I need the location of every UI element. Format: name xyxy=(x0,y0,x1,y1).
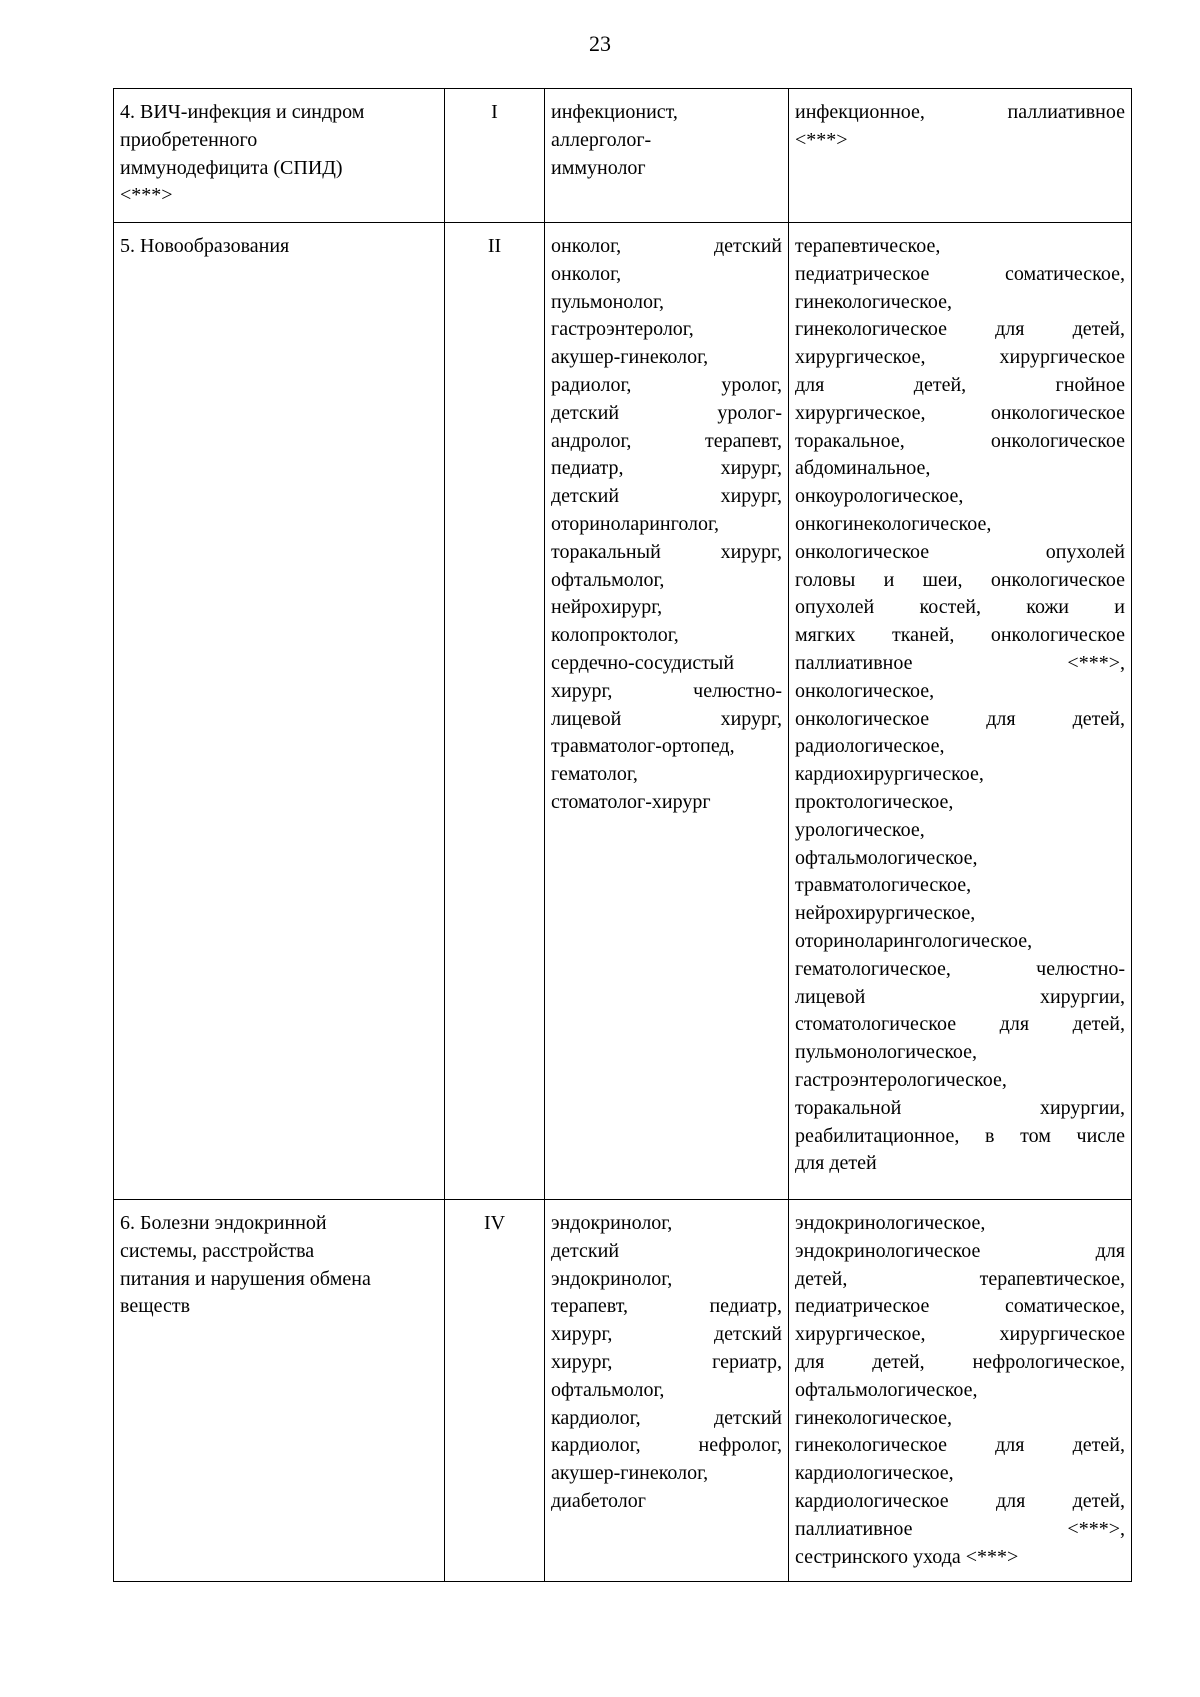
profile-line: онкологическое для детей, xyxy=(795,707,1125,730)
specialist-line: кардиолог, нефролог, xyxy=(551,1434,782,1457)
profile-line: онкологическое опухолей xyxy=(795,540,1125,563)
profile-line: для детей xyxy=(795,1152,877,1175)
profile-line: для детей, гнойное xyxy=(795,373,1125,396)
group-cell xyxy=(445,223,545,1200)
specialists-cell xyxy=(545,1200,789,1582)
specialist-line: гематолог, xyxy=(551,763,638,786)
profiles-cell xyxy=(789,223,1132,1200)
specialist-line: офтальмолог, xyxy=(551,568,665,591)
table-row xyxy=(114,1200,1132,1582)
specialist-line: торакальный хирург, xyxy=(551,540,782,563)
medical-profile-table xyxy=(113,88,1132,1582)
profile-line: кардиологическое для детей, xyxy=(795,1489,1125,1512)
profile-line: стоматологическое для детей, xyxy=(795,1013,1125,1036)
table-row xyxy=(114,89,1132,223)
profile-line: <***> xyxy=(795,128,848,151)
profile-line: гематологическое, челюстно- xyxy=(795,957,1125,980)
specialist-line: детский xyxy=(551,1239,620,1262)
profile-line: гинекологическое, xyxy=(795,290,952,313)
profile-line: травматологическое, xyxy=(795,874,972,897)
disease-line: <***> xyxy=(120,184,173,207)
profile-line: педиатрическое соматическое, xyxy=(795,262,1125,285)
specialist-line: сердечно-сосудистый xyxy=(551,651,735,674)
profile-line: гинекологическое для детей, xyxy=(795,318,1125,341)
profile-line: пульмонологическое, xyxy=(795,1041,978,1064)
specialist-line: хирург, детский xyxy=(551,1323,782,1346)
profiles-cell xyxy=(789,89,1132,223)
specialist-line: диабетолог xyxy=(551,1489,646,1512)
profile-line: хирургическое, хирургическое xyxy=(795,346,1125,369)
specialist-line: терапевт, педиатр, xyxy=(551,1295,782,1318)
specialist-line: кардиолог, детский xyxy=(551,1406,782,1429)
specialists-cell xyxy=(545,223,789,1200)
disease-cell xyxy=(114,89,445,223)
disease-line: 6. Болезни эндокринной xyxy=(120,1212,327,1234)
specialist-line: детский уролог- xyxy=(551,401,782,424)
specialist-line: детский хирург, xyxy=(551,485,782,508)
table-row xyxy=(114,223,1132,1200)
profile-line: хирургическое, онкологическое xyxy=(795,401,1125,424)
profile-line: торакальной хирургии, xyxy=(795,1096,1125,1119)
profile-line: детей, терапевтическое, xyxy=(795,1267,1125,1290)
specialist-line: лицевой хирург, xyxy=(551,707,782,730)
specialist-line: оториноларинголог, xyxy=(551,512,719,535)
specialist-line: офтальмолог, xyxy=(551,1378,665,1401)
profile-line: кардиологическое, xyxy=(795,1462,954,1485)
specialist-line: акушер-гинеколог, xyxy=(551,346,709,369)
profile-line: онкологическое, xyxy=(795,679,935,702)
profile-line: урологическое, xyxy=(795,818,925,841)
profile-line: сестринского ухода <***> xyxy=(795,1545,1019,1568)
profile-line: офтальмологическое, xyxy=(795,1378,978,1401)
profile-line: торакальное, онкологическое xyxy=(795,429,1125,452)
disease-cell xyxy=(114,223,445,1200)
specialist-line: эндокринолог, xyxy=(551,1267,673,1290)
disease-line: системы, расстройства xyxy=(120,1239,315,1262)
specialist-line: радиолог, уролог, xyxy=(551,373,782,396)
profile-line: абдоминальное, xyxy=(795,457,931,480)
disease-line: приобретенного xyxy=(120,128,258,151)
profile-line: для детей, нефрологическое, xyxy=(795,1350,1125,1373)
specialist-line: аллерголог- xyxy=(551,128,652,151)
group-cell xyxy=(445,1200,545,1582)
group-numeral: I xyxy=(491,101,498,123)
specialist-line: онколог, xyxy=(551,262,622,285)
profile-line: онкоурологическое, xyxy=(795,485,964,508)
profiles-cell xyxy=(789,1200,1132,1582)
profile-line: офтальмологическое, xyxy=(795,846,978,869)
profile-line: нейрохирургическое, xyxy=(795,902,976,925)
profile-line: головы и шеи, онкологическое xyxy=(795,568,1125,591)
disease-line: 5. Новообразования xyxy=(120,235,290,257)
profile-line: эндокринологическое для xyxy=(795,1239,1125,1262)
specialist-line: акушер-гинеколог, xyxy=(551,1462,709,1485)
profile-line: эндокринологическое, xyxy=(795,1212,986,1234)
profile-line: проктологическое, xyxy=(795,790,954,813)
specialist-line: стоматолог-хирург xyxy=(551,790,711,813)
group-cell xyxy=(445,89,545,223)
profile-line: хирургическое, хирургическое xyxy=(795,1323,1125,1346)
disease-line: питания и нарушения обмена xyxy=(120,1267,371,1290)
specialist-line: онколог, детский xyxy=(551,235,782,257)
profile-line: паллиативное <***>, xyxy=(795,651,1125,674)
disease-line: иммунодефицита (СПИД) xyxy=(120,156,343,179)
disease-line: веществ xyxy=(120,1295,191,1318)
profile-line: инфекционное, паллиативное xyxy=(795,101,1125,123)
specialist-line: хирург, челюстно- xyxy=(551,679,782,702)
table-body xyxy=(114,89,1132,1582)
specialist-line: эндокринолог, xyxy=(551,1212,673,1234)
disease-cell xyxy=(114,1200,445,1582)
specialist-line: инфекционист, xyxy=(551,101,678,123)
profile-line: реабилитационное, в том числе xyxy=(795,1124,1125,1147)
profile-line: паллиативное <***>, xyxy=(795,1517,1125,1540)
specialists-cell xyxy=(545,89,789,223)
specialist-line: пульмонолог, xyxy=(551,290,664,313)
group-numeral: IV xyxy=(483,1212,506,1234)
specialist-line: андролог, терапевт, xyxy=(551,429,782,452)
profile-line: оториноларингологическое, xyxy=(795,929,1033,952)
profile-line: радиологическое, xyxy=(795,735,945,758)
specialist-line: нейрохирург, xyxy=(551,596,663,619)
profile-line: педиатрическое соматическое, xyxy=(795,1295,1125,1318)
profile-line: гинекологическое для детей, xyxy=(795,1434,1125,1457)
profile-line: опухолей костей, кожи и xyxy=(795,596,1125,619)
specialist-line: колопроктолог, xyxy=(551,624,679,647)
specialist-line: травматолог-ортопед, xyxy=(551,735,735,758)
profile-line: гастроэнтерологическое, xyxy=(795,1068,1007,1091)
profile-line: гинекологическое, xyxy=(795,1406,952,1429)
specialist-line: педиатр, хирург, xyxy=(551,457,782,480)
specialist-line: гастроэнтеролог, xyxy=(551,318,694,341)
specialist-line: хирург, гериатр, xyxy=(551,1350,782,1373)
profile-line: мягких тканей, онкологическое xyxy=(795,624,1125,647)
profile-line: онкогинекологическое, xyxy=(795,512,992,535)
page-number: 23 xyxy=(589,31,611,56)
profile-line: кардиохирургическое, xyxy=(795,763,984,786)
profile-line: терапевтическое, xyxy=(795,235,941,257)
disease-line: 4. ВИЧ-инфекция и синдром xyxy=(120,101,365,123)
group-numeral: II xyxy=(487,235,502,257)
specialist-line: иммунолог xyxy=(551,156,646,179)
profile-line: лицевой хирургии, xyxy=(795,985,1125,1008)
